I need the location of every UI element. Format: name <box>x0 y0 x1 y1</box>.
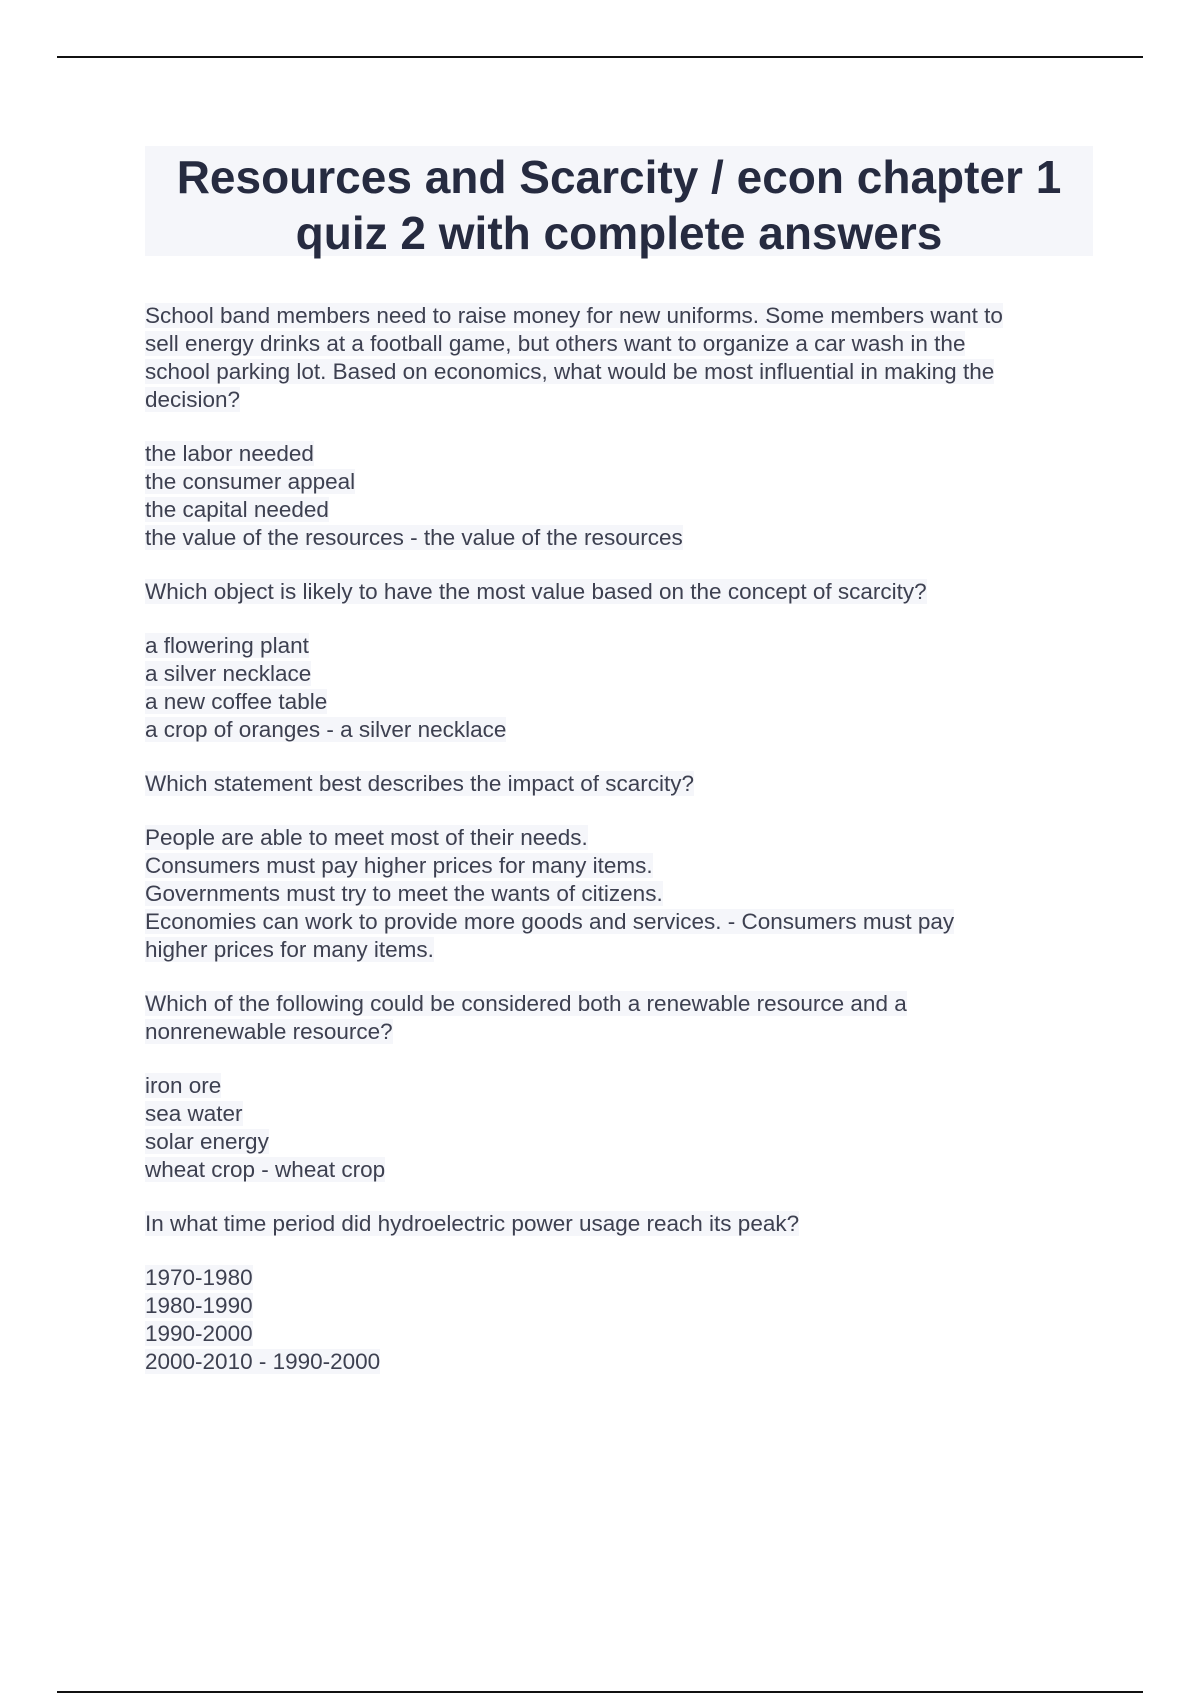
question-text: school parking lot. Based on economics, what would be most influential in making the <box>145 359 995 384</box>
answer-option: 1970-1980 <box>145 1265 253 1290</box>
quiz-content <box>145 302 1093 1402</box>
answer-options-3 <box>145 824 1093 964</box>
answer-option: a flowering plant <box>145 633 309 658</box>
bottom-rule <box>57 1691 1143 1693</box>
answer-option: 2000-2010 - 1990-2000 <box>145 1349 381 1374</box>
answer-option: a new coffee table <box>145 689 328 714</box>
answer-option: a silver necklace <box>145 661 312 686</box>
answer-options-1 <box>145 440 1093 552</box>
answer-option: the consumer appeal <box>145 469 356 494</box>
document-title: Resources and Scarcity / econ chapter 1 quiz 2 with complete answers <box>176 151 1062 259</box>
question-text: decision? <box>145 387 241 412</box>
answer-options-5 <box>145 1264 1093 1376</box>
question-2 <box>145 578 1093 606</box>
answer-option: higher prices for many items. <box>145 937 434 962</box>
question-text: sell energy drinks at a football game, but others want to organize a car wash in the <box>145 331 966 356</box>
top-rule <box>57 56 1143 58</box>
answer-option: solar energy <box>145 1129 269 1154</box>
question-text: Which object is likely to have the most value based on the concept of scarcity? <box>145 579 927 604</box>
question-5 <box>145 1210 1093 1238</box>
answer-option: the capital needed <box>145 497 329 522</box>
answer-option: Economies can work to provide more goods and services. - Consumers must pay <box>145 909 955 934</box>
answer-option: the labor needed <box>145 441 314 466</box>
answer-option: Consumers must pay higher prices for many items. <box>145 853 653 878</box>
question-4 <box>145 990 1093 1046</box>
question-1 <box>145 302 1093 414</box>
answer-option: sea water <box>145 1101 243 1126</box>
answer-option: the value of the resources - the value of the resources <box>145 525 683 550</box>
answer-option: Governments must try to meet the wants of citizens. <box>145 881 663 906</box>
answer-option: 1980-1990 <box>145 1293 253 1318</box>
question-text: In what time period did hydroelectric power usage reach its peak? <box>145 1211 800 1236</box>
answer-option: a crop of oranges - a silver necklace <box>145 717 507 742</box>
question-3 <box>145 770 1093 798</box>
answer-option: People are able to meet most of their needs. <box>145 825 588 850</box>
question-text: Which of the following could be considered both a renewable resource and a <box>145 991 907 1016</box>
question-text: nonrenewable resource? <box>145 1019 393 1044</box>
title-block <box>145 146 1093 259</box>
question-text: School band members need to raise money for new uniforms. Some members want to <box>145 303 1003 328</box>
question-text: Which statement best describes the impact of scarcity? <box>145 771 694 796</box>
answer-option: wheat crop - wheat crop <box>145 1157 386 1182</box>
answer-options-4 <box>145 1072 1093 1184</box>
answer-option: 1990-2000 <box>145 1321 253 1346</box>
answer-option: iron ore <box>145 1073 222 1098</box>
answer-options-2 <box>145 632 1093 744</box>
